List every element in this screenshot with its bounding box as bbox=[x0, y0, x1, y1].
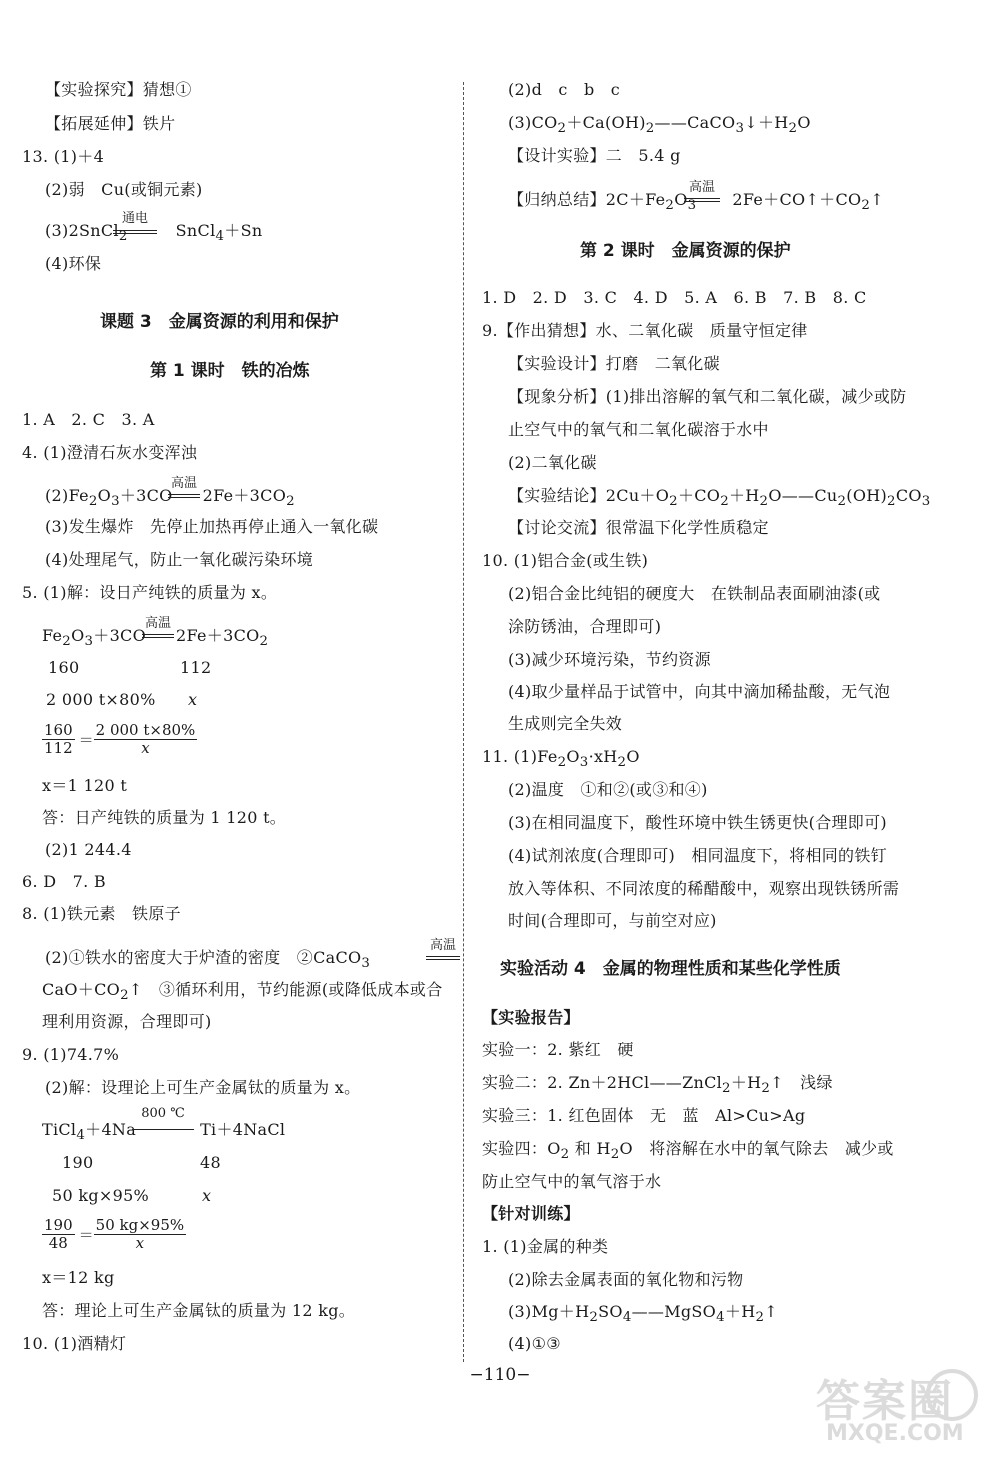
equation-bar bbox=[132, 1129, 194, 1130]
answer-line: 5. (1)解：设日产纯铁的质量为 x。 bbox=[22, 583, 278, 602]
column-divider bbox=[463, 82, 464, 1362]
answer-line: 时间(合理即可，与前空对应) bbox=[508, 911, 717, 930]
equals-sign: ＝ bbox=[78, 1226, 94, 1244]
fraction-numerator: 160 bbox=[44, 721, 73, 739]
answer-line: 理利用资源，合理即可) bbox=[42, 1012, 212, 1031]
answer-line: 1. D 2. D 3. C 4. D 5. A 6. B 7. B 8. C bbox=[482, 288, 867, 307]
answer-line: 实验三：1. 红色固体 无 蓝 Al>Cu>Ag bbox=[482, 1106, 806, 1125]
answer-line: x＝1 120 t bbox=[42, 776, 128, 795]
answer-line: (2)弱 Cu(或铜元素) bbox=[45, 180, 203, 199]
equation-line: $(2)Fe_2O_3+3CO$ $2Fe+3CO_2$ bbox=[45, 486, 295, 510]
answer-line: (2)除去金属表面的氧化物和污物 bbox=[508, 1270, 744, 1289]
fraction-denominator: 48 bbox=[48, 1234, 68, 1252]
answer-line: 9.【作出猜想】水、二氧化碳 质量守恒定律 bbox=[482, 321, 808, 340]
reaction-condition: 高温 bbox=[170, 476, 197, 491]
answer-line: 涂防锈油，合理即可) bbox=[508, 617, 662, 636]
answer-line: 【设计实验】二 5.4 g bbox=[508, 146, 681, 165]
reaction-condition: 高温 bbox=[429, 938, 456, 953]
equation-value: 50 kg×95% bbox=[52, 1186, 150, 1205]
section-label: 【实验报告】 bbox=[482, 1008, 580, 1027]
equation-bar bbox=[113, 233, 157, 234]
fraction-denominator: 112 bbox=[44, 739, 73, 757]
equation-bar bbox=[684, 198, 720, 199]
section-title: 第 1 课时 铁的冶炼 bbox=[150, 361, 310, 381]
fraction-numerator: 50 kg×95% bbox=[95, 1216, 185, 1234]
answer-line: $CaO+CO_2↑$ ③循环利用，节约能源(或降低成本或合 bbox=[42, 980, 443, 1004]
answer-line: (4)试剂浓度(合理即可) 相同温度下，将相同的铁钉 bbox=[508, 846, 887, 865]
equation-line: 【归纳总结】$2C+Fe_2O_3$ $2Fe+CO↑+CO_2↑$ bbox=[508, 190, 884, 214]
fraction-numerator: 190 bbox=[44, 1216, 73, 1234]
equation-value: 190 bbox=[62, 1153, 94, 1172]
answer-line: 10. (1)铝合金(或生铁) bbox=[482, 551, 649, 570]
equation-bar bbox=[426, 959, 460, 960]
equation-value: 160 bbox=[48, 658, 80, 677]
reaction-condition: 通电 bbox=[121, 211, 148, 226]
equation-bar bbox=[168, 497, 200, 498]
answer-line: 8. (1)铁元素 铁原子 bbox=[22, 904, 181, 923]
answer-line: 实验四：$O_2$ 和 $H_2O$ 将溶解在水中的氧气除去 减少或 bbox=[482, 1139, 894, 1163]
fraction-numerator: 2 000 t×80% bbox=[95, 721, 196, 739]
equation-value: 2 000 t×80% bbox=[46, 690, 156, 709]
answer-line: (2)1 244.4 bbox=[45, 840, 132, 859]
watermark-logo bbox=[796, 1365, 986, 1451]
equation-line: 实验二：2. $Zn+2HCl——ZnCl_2+H_2↑$ 浅绿 bbox=[482, 1073, 833, 1097]
answer-line: 6. D 7. B bbox=[22, 872, 106, 891]
answer-line: (3)在相同温度下，酸性环境中铁生锈更快(合理即可) bbox=[508, 813, 887, 832]
equation-line: $(3)Mg+H_2SO_4——MgSO_4+H_2↑$ bbox=[508, 1302, 778, 1326]
answer-line: (4)①③ bbox=[508, 1334, 561, 1353]
equation-line: TiCl$_4$＋4Na Ti＋4NaCl bbox=[42, 1120, 286, 1144]
answer-line: 13. (1)＋4 bbox=[22, 147, 105, 166]
answer-line: 放入等体积、不同浓度的稀醋酸中，观察出现铁锈所需 bbox=[508, 879, 900, 898]
answer-line: 1. A 2. C 3. A bbox=[22, 410, 155, 429]
answer-line: (2)铝合金比纯铝的硬度大 在铁制品表面刷油漆(或 bbox=[508, 584, 881, 603]
equation-value: 112 bbox=[180, 658, 212, 677]
section-label: 【针对训练】 bbox=[482, 1204, 580, 1223]
answer-line: (2)温度 ①和②(或③和④) bbox=[508, 780, 708, 799]
answer-line: 4. (1)澄清石灰水变浑浊 bbox=[22, 443, 198, 462]
equation-line: $(3)CO_2+Ca(OH)_2——CaCO_3↓+H_2O$ bbox=[508, 113, 811, 137]
proportion-equation bbox=[42, 1217, 190, 1252]
answer-line: 【实验设计】打磨 二氧化碳 bbox=[508, 354, 720, 373]
page-number: −110− bbox=[469, 1365, 531, 1385]
answer-line: (3)发生爆炸 先停止加热再停止通入一氧化碳 bbox=[45, 517, 379, 536]
section-title: 第 2 课时 金属资源的保护 bbox=[580, 241, 791, 261]
equation-value: x bbox=[202, 1186, 212, 1205]
answer-line: 【现象分析】(1)排出溶解的氧气和二氧化碳，减少或防 bbox=[508, 387, 907, 406]
answer-line: 10. (1)酒精灯 bbox=[22, 1334, 127, 1353]
answer-line: 【拓展延伸】铁片 bbox=[45, 114, 176, 133]
answer-line: 实验一：2. 紫红 硬 bbox=[482, 1040, 634, 1059]
equation-line: $Fe_2O_3+3CO$ $2Fe+3CO_2$ bbox=[42, 626, 269, 650]
watermark-url: MXQE.COM bbox=[826, 1421, 964, 1446]
answer-line: 【讨论交流】很常温下化学性质稳定 bbox=[508, 518, 769, 537]
equals-sign: ＝ bbox=[78, 731, 94, 749]
answer-line: x＝12 kg bbox=[42, 1268, 115, 1287]
answer-line: 生成则完全失效 bbox=[508, 714, 623, 733]
answer-line: 【实验探究】猜想① bbox=[45, 80, 192, 99]
equation-bar bbox=[168, 494, 200, 495]
equation-bar bbox=[113, 230, 157, 231]
answer-line: (3)减少环境污染，节约资源 bbox=[508, 650, 711, 669]
watermark-text: 答案圈 bbox=[816, 1376, 954, 1427]
section-title: 课题 3 金属资源的利用和保护 bbox=[100, 312, 339, 332]
answer-line: 防止空气中的氧气溶于水 bbox=[482, 1172, 662, 1191]
proportion-equation bbox=[42, 722, 201, 757]
equation-bar bbox=[142, 637, 174, 638]
reaction-condition: 800 ℃ bbox=[141, 1106, 185, 1121]
answer-line: (2)二氧化碳 bbox=[508, 453, 597, 472]
section-title: 实验活动 4 金属的物理性质和某些化学性质 bbox=[500, 959, 841, 979]
answer-line: 止空气中的氧气和二氧化碳溶于水中 bbox=[508, 420, 769, 439]
fraction-denominator: x bbox=[141, 739, 150, 757]
equation-bar bbox=[142, 634, 174, 635]
reaction-condition: 高温 bbox=[688, 180, 715, 195]
answer-line: 1. (1)金属的种类 bbox=[482, 1237, 609, 1256]
equation-bar bbox=[426, 956, 460, 957]
answer-line: (4)取少量样品于试管中，向其中滴加稀盐酸，无气泡 bbox=[508, 682, 891, 701]
answer-line: (2)d c b c bbox=[508, 80, 621, 99]
answer-line: (4)环保 bbox=[45, 254, 102, 273]
answer-line: (2)解：设理论上可生产金属钛的质量为 x。 bbox=[45, 1078, 361, 1097]
equation-bar bbox=[684, 201, 720, 202]
equation-line: 11. $(1)Fe_2O_3\cdot xH_2O$ bbox=[482, 747, 640, 771]
answer-line: 答：理论上可生产金属钛的质量为 12 kg。 bbox=[42, 1301, 356, 1320]
reaction-condition: 高温 bbox=[144, 616, 171, 631]
equation-value: 48 bbox=[200, 1153, 221, 1172]
answer-line: (4)处理尾气，防止一氧化碳污染环境 bbox=[45, 550, 314, 569]
answer-line: 9. (1)74.7% bbox=[22, 1045, 120, 1064]
equation-value: x bbox=[188, 690, 198, 709]
answer-line: 答：日产纯铁的质量为 1 120 t。 bbox=[42, 808, 287, 827]
answer-line: (2)①铁水的密度大于炉渣的密度 ②CaCO$_3$ bbox=[45, 948, 371, 972]
fraction-denominator: x bbox=[135, 1234, 145, 1252]
equation-line: 【实验结论】$2Cu+O_2+CO_2+H_2O——Cu_2(OH)_2CO_3$ bbox=[508, 486, 931, 510]
equation-line: (3)2SnCl$_2$ SnCl$_4$＋Sn bbox=[45, 221, 263, 245]
